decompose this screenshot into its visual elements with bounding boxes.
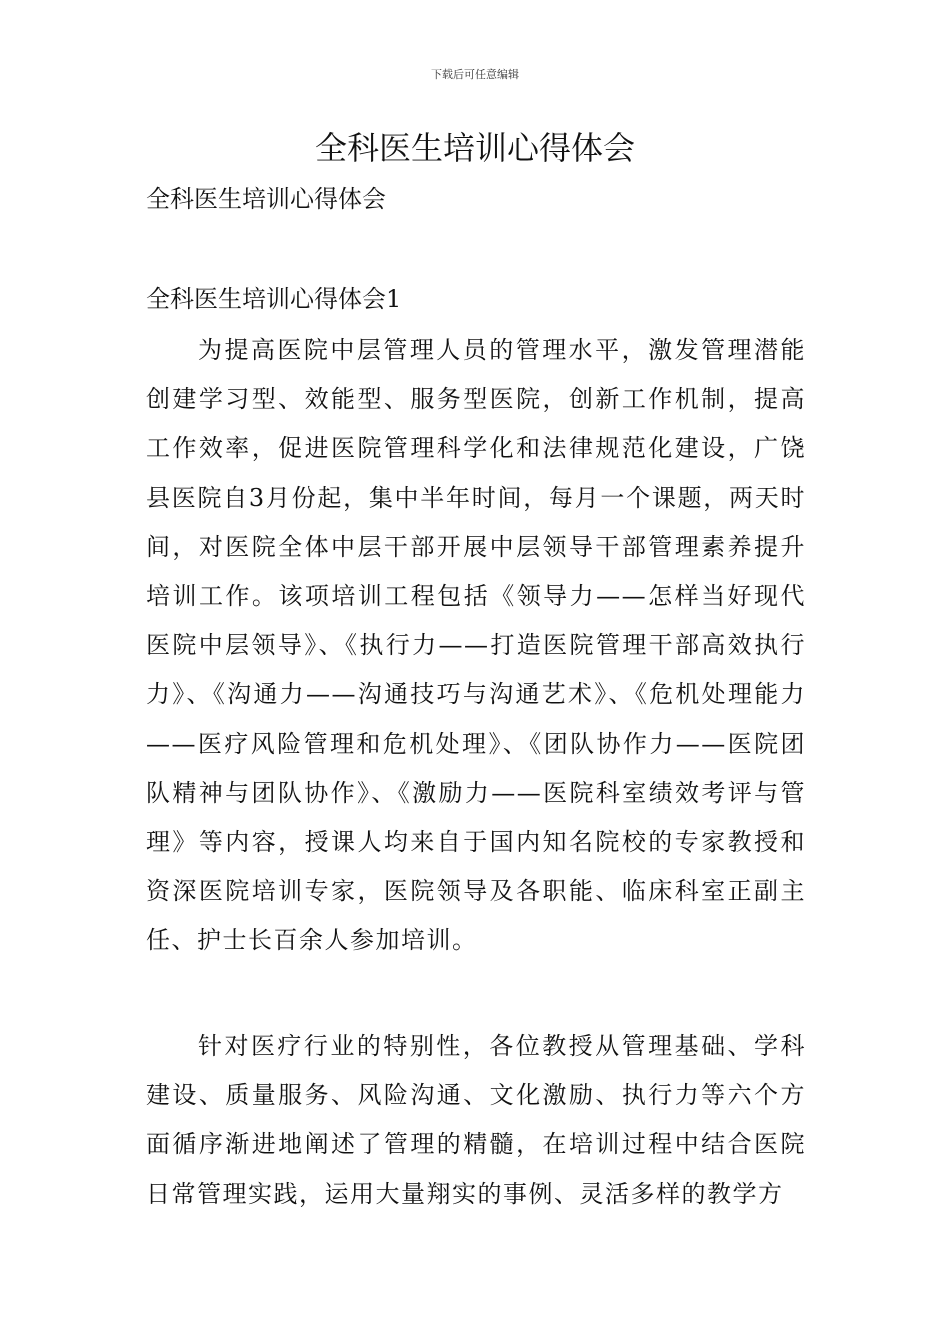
header-note: 下载后可任意编辑 bbox=[431, 68, 519, 81]
body-paragraph-1: 为提高医院中层管理人员的管理水平，激发管理潜能创建学习型、效能型、服务型医院，创新工作机制，提高工作效率，促进医院管理科学化和法律规范化建设，广饶县医院自3月份起，集中半年时间，每月一个课题，两天时间，对医院全体中层干部开展中层领导干部管理素养提升培训工作。该项培训工程包括《领导力——怎样当好现代医院中层领导》、《执行力——打造医院管理干部高效执行力》、《沟通力——沟通技巧与沟通艺术》、《危机处理能力——医疗风险管理和危机处理》、《团队协作力——医院团队精神与团队协作》、《激励力——医院科室绩效考评与管理》等内容，授课人均来自于国内知名院校的专家教授和资深医院培训专家，医院领导及各职能、临床科室正副主任、护士长百余人参加培训。 bbox=[146, 336, 806, 955]
document-subtitle: 全科医生培训心得体会 bbox=[146, 185, 386, 213]
document-title: 全科医生培训心得体会 bbox=[314, 129, 635, 167]
body-paragraph-2: 针对医疗行业的特别性，各位教授从管理基础、学科建设、质量服务、风险沟通、文化激励、执行力等六个方面循序渐进地阐述了管理的精髓，在培训过程中结合医院日常管理实践，运用大量翔实的事例、灵活多样的教学方 bbox=[146, 1032, 806, 1208]
section-heading: 全科医生培训心得体会1 bbox=[146, 285, 402, 313]
